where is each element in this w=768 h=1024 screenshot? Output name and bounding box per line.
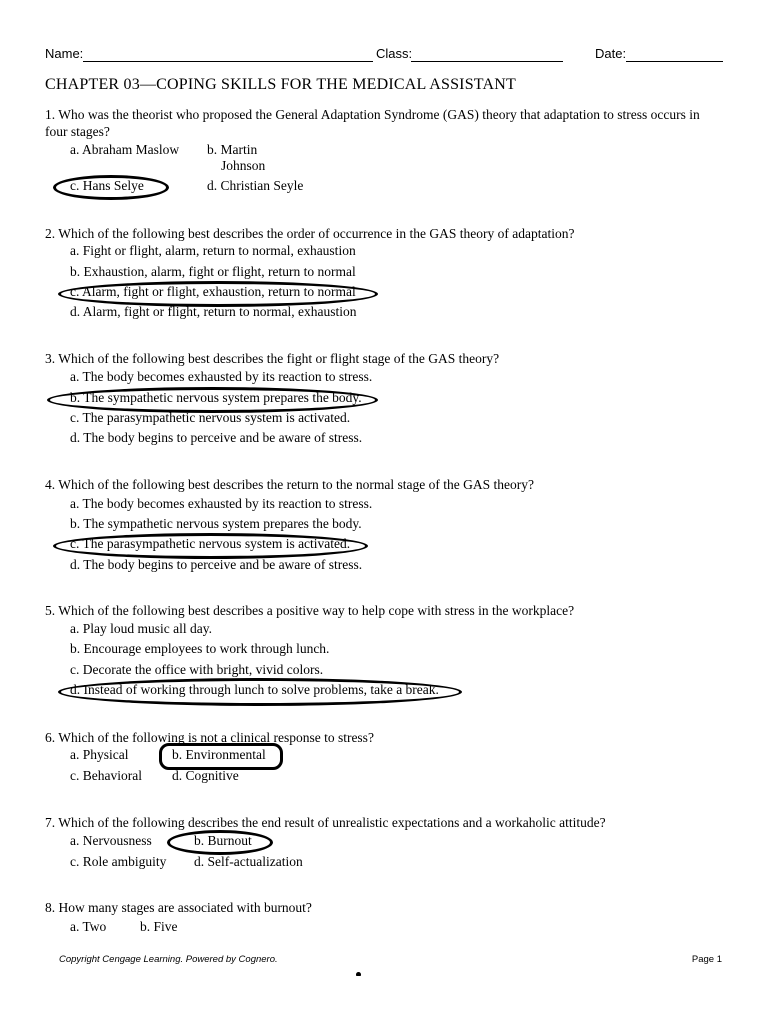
option-7b[interactable]: b. Burnout [194, 833, 252, 848]
option-2c[interactable]: c. Alarm, fight or flight, exhaustion, return to normal [70, 284, 356, 299]
option-1c[interactable]: c. Hans Selye [70, 178, 144, 193]
option-3a[interactable]: a. The body becomes exhausted by its reaction to stress. [70, 369, 373, 384]
option-8a[interactable]: a. Two [70, 919, 107, 934]
ink-speck [356, 972, 361, 976]
option-4b[interactable]: b. The sympathetic nervous system prepares the body. [70, 516, 362, 531]
option-8b[interactable]: b. Five [140, 919, 178, 934]
date-field[interactable] [626, 61, 723, 62]
option-5c[interactable]: c. Decorate the office with bright, vivid colors. [70, 662, 324, 677]
option-3d[interactable]: d. The body begins to perceive and be aware of stress. [70, 430, 363, 445]
option-3b[interactable]: b. The sympathetic nervous system prepares the body. [70, 390, 362, 405]
option-1d[interactable]: d. Christian Seyle [207, 178, 304, 193]
question-5: 5. Which of the following best describes a positive way to help cope with stress in the workplace? [45, 603, 575, 618]
question-6: 6. Which of the following is not a clinical response to stress? [45, 730, 374, 745]
copyright-footer: Copyright Cengage Learning. Powered by Cognero. [59, 954, 278, 965]
option-1a[interactable]: a. Abraham Maslow [70, 142, 180, 157]
header-fields [45, 46, 723, 64]
name-label: Name: [45, 46, 84, 61]
option-2d[interactable]: d. Alarm, fight or flight, return to normal, exhaustion [70, 304, 357, 319]
option-3c[interactable]: c. The parasympathetic nervous system is activated. [70, 410, 351, 425]
option-4a[interactable]: a. The body becomes exhausted by its reaction to stress. [70, 496, 373, 511]
question-7: 7. Which of the following describes the end result of unrealistic expectations and a workaholic attitude? [45, 815, 606, 830]
option-5b[interactable]: b. Encourage employees to work through lunch. [70, 641, 330, 656]
option-4d[interactable]: d. The body begins to perceive and be aware of stress. [70, 557, 363, 572]
option-6a[interactable]: a. Physical [70, 747, 129, 762]
option-6b[interactable]: b. Environmental [172, 747, 266, 762]
date-label: Date: [595, 46, 627, 61]
option-7d[interactable]: d. Self-actualization [194, 854, 303, 869]
option-6c[interactable]: c. Behavioral [70, 768, 142, 783]
option-7a[interactable]: a. Nervousness [70, 833, 152, 848]
option-1b[interactable]: b. Martin [207, 142, 258, 157]
option-1b-continued: Johnson [221, 158, 266, 173]
class-field[interactable] [411, 61, 563, 62]
option-5a[interactable]: a. Play loud music all day. [70, 621, 212, 636]
page-title: CHAPTER 03—COPING SKILLS FOR THE MEDICAL ASSISTANT [45, 76, 516, 93]
question-2: 2. Which of the following best describes the order of occurrence in the GAS theory of adaptation? [45, 226, 575, 241]
question-8: 8. How many stages are associated with burnout? [45, 900, 312, 915]
page-number: Page 1 [691, 954, 722, 965]
class-label: Class: [376, 46, 413, 61]
option-2a[interactable]: a. Fight or flight, alarm, return to normal, exhaustion [70, 243, 356, 258]
option-2b[interactable]: b. Exhaustion, alarm, fight or flight, return to normal [70, 264, 356, 279]
question-3: 3. Which of the following best describes the fight or flight stage of the GAS theory? [45, 351, 500, 366]
option-5d[interactable]: d. Instead of working through lunch to solve problems, take a break. [70, 682, 439, 697]
question-4: 4. Which of the following best describes the return to the normal stage of the GAS theory? [45, 477, 534, 492]
name-field[interactable] [83, 61, 373, 62]
question-1: 1. Who was the theorist who proposed the General Adaptation Syndrome (GAS) theory that adaptation to stress occurs in four stages? [45, 107, 700, 139]
option-6d[interactable]: d. Cognitive [172, 768, 239, 783]
option-4c[interactable]: c. The parasympathetic nervous system is activated. [70, 536, 351, 551]
option-7c[interactable]: c. Role ambiguity [70, 854, 167, 869]
